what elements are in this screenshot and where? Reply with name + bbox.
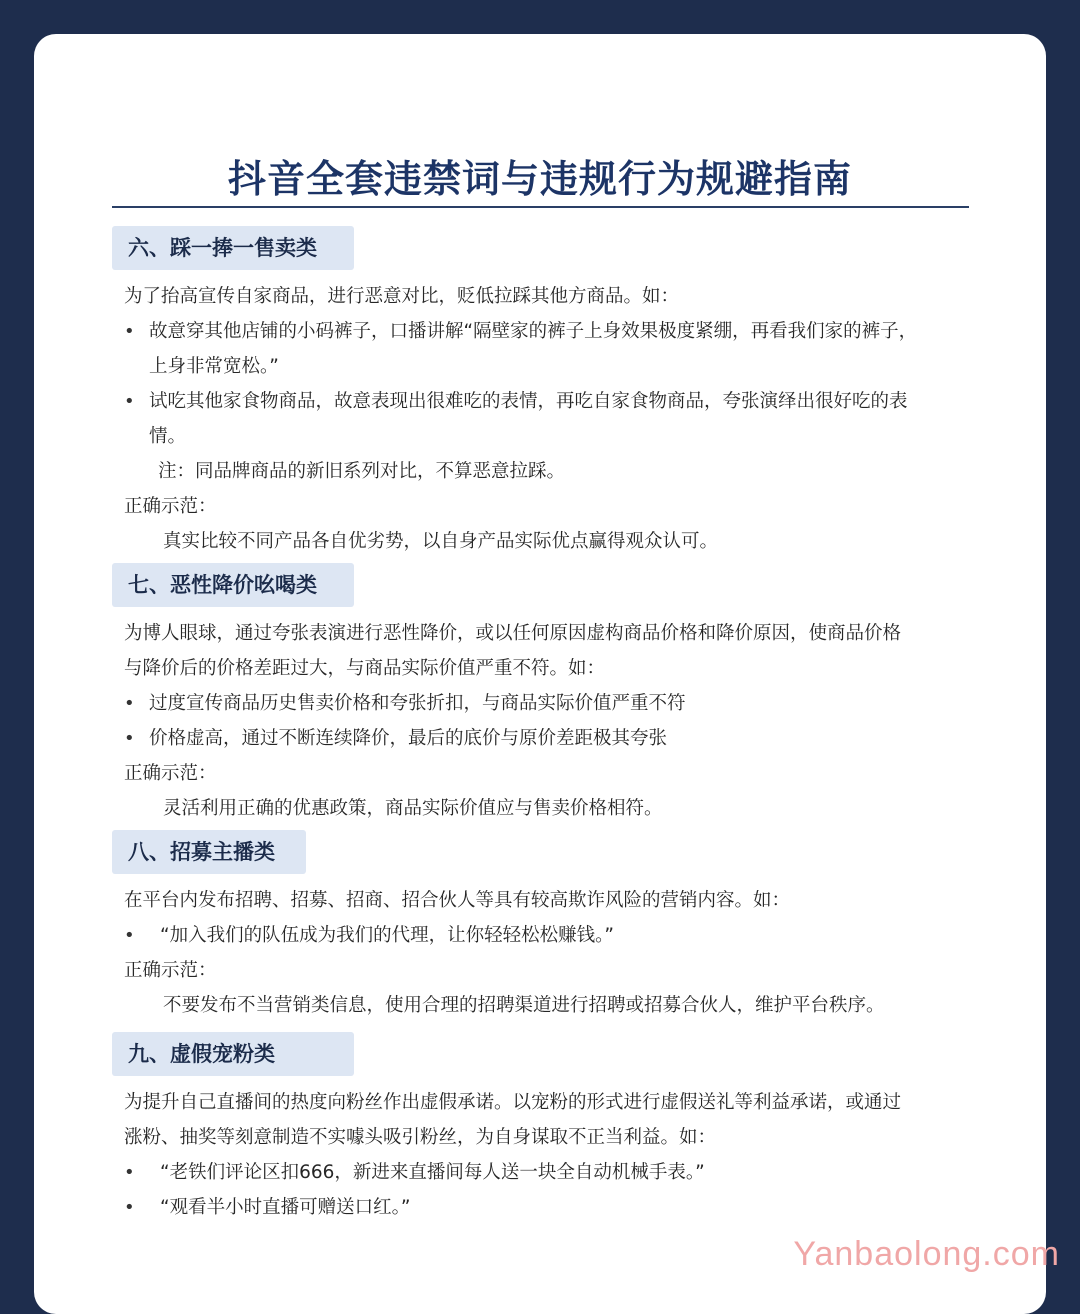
section-heading-9: 九、虚假宠粉类 (112, 1032, 354, 1076)
section7-bullet2: 价格虚高，通过不断连续降价，最后的底价与原价差距极其夸张 (149, 728, 668, 749)
section8-bullet1: “加入我们的队伍成为我们的代理，让你轻轻松松赚钱。” (160, 925, 614, 946)
title-divider (112, 206, 969, 208)
section6-note: 注：同品牌商品的新旧系列对比，不算恶意拉踩。 (158, 461, 566, 482)
section7-bullet1: 过度宣传商品历史售卖价格和夸张折扣，与商品实际价值严重不符 (149, 693, 686, 714)
section7-intro-line2: 与降价后的价格差距过大，与商品实际价值严重不符。如： (124, 658, 606, 679)
bullet-marker: • (124, 728, 135, 749)
section7-correct-label: 正确示范： (124, 763, 217, 784)
section6-bullet1-line2: 上身非常宽松。” (149, 356, 279, 377)
section6-bullet2-line1: 试吃其他家食物商品，故意表现出很难吃的表情，再吃自家食物商品，夸张演绎出很好吃的表 (149, 391, 908, 412)
section8-correct-label: 正确示范： (124, 960, 217, 981)
section9-bullet2: “观看半小时直播可赠送口红。” (160, 1197, 411, 1218)
section7-correct-text: 灵活利用正确的优惠政策，商品实际价值应与售卖价格相符。 (163, 798, 663, 819)
bullet-marker: • (124, 925, 135, 946)
page-title: 抖音全套违禁词与违规行为规避指南 (227, 157, 852, 201)
bullet-marker: • (124, 321, 135, 342)
section9-bullet1: “老铁们评论区扣666，新进来直播间每人送一块全自动机械手表。” (160, 1162, 705, 1183)
section6-correct-text: 真实比较不同产品各自优劣势，以自身产品实际优点赢得观众认可。 (163, 531, 719, 552)
bullet-marker: • (124, 391, 135, 412)
section6-intro: 为了抬高宣传自家商品，进行恶意对比，贬低拉踩其他方商品。如： (124, 286, 680, 307)
section7-intro-line1: 为博人眼球，通过夸张表演进行恶性降价，或以任何原因虚构商品价格和降价原因，使商品价格 (124, 623, 902, 644)
section-heading-7: 七、恶性降价吆喝类 (112, 563, 354, 607)
section8-correct-text: 不要发布不当营销类信息，使用合理的招聘渠道进行招聘或招募合伙人，维护平台秩序。 (163, 995, 885, 1016)
section8-intro: 在平台内发布招聘、招募、招商、招合伙人等具有较高欺诈风险的营销内容。如： (124, 890, 791, 911)
section6-bullet2-line2: 情。 (149, 426, 187, 447)
watermark: Yanbaolong.com (793, 1235, 1060, 1273)
section-heading-8: 八、招募主播类 (112, 830, 306, 874)
bullet-marker: • (124, 1162, 135, 1183)
section9-intro-line2: 涨粉、抽奖等刻意制造不实噱头吸引粉丝，为自身谋取不正当利益。如： (124, 1127, 717, 1148)
section6-correct-label: 正确示范： (124, 496, 217, 517)
bullet-marker: • (124, 693, 135, 714)
bullet-marker: • (124, 1197, 135, 1218)
section6-bullet1-line1: 故意穿其他店铺的小码裤子，口播讲解“隔壁家的裤子上身效果极度紧绷，再看我们家的裤子， (149, 321, 918, 342)
section-heading-6: 六、踩一捧一售卖类 (112, 226, 354, 270)
section9-intro-line1: 为提升自己直播间的热度向粉丝作出虚假承诺。以宠粉的形式进行虚假送礼等利益承诺，或通过 (124, 1092, 902, 1113)
